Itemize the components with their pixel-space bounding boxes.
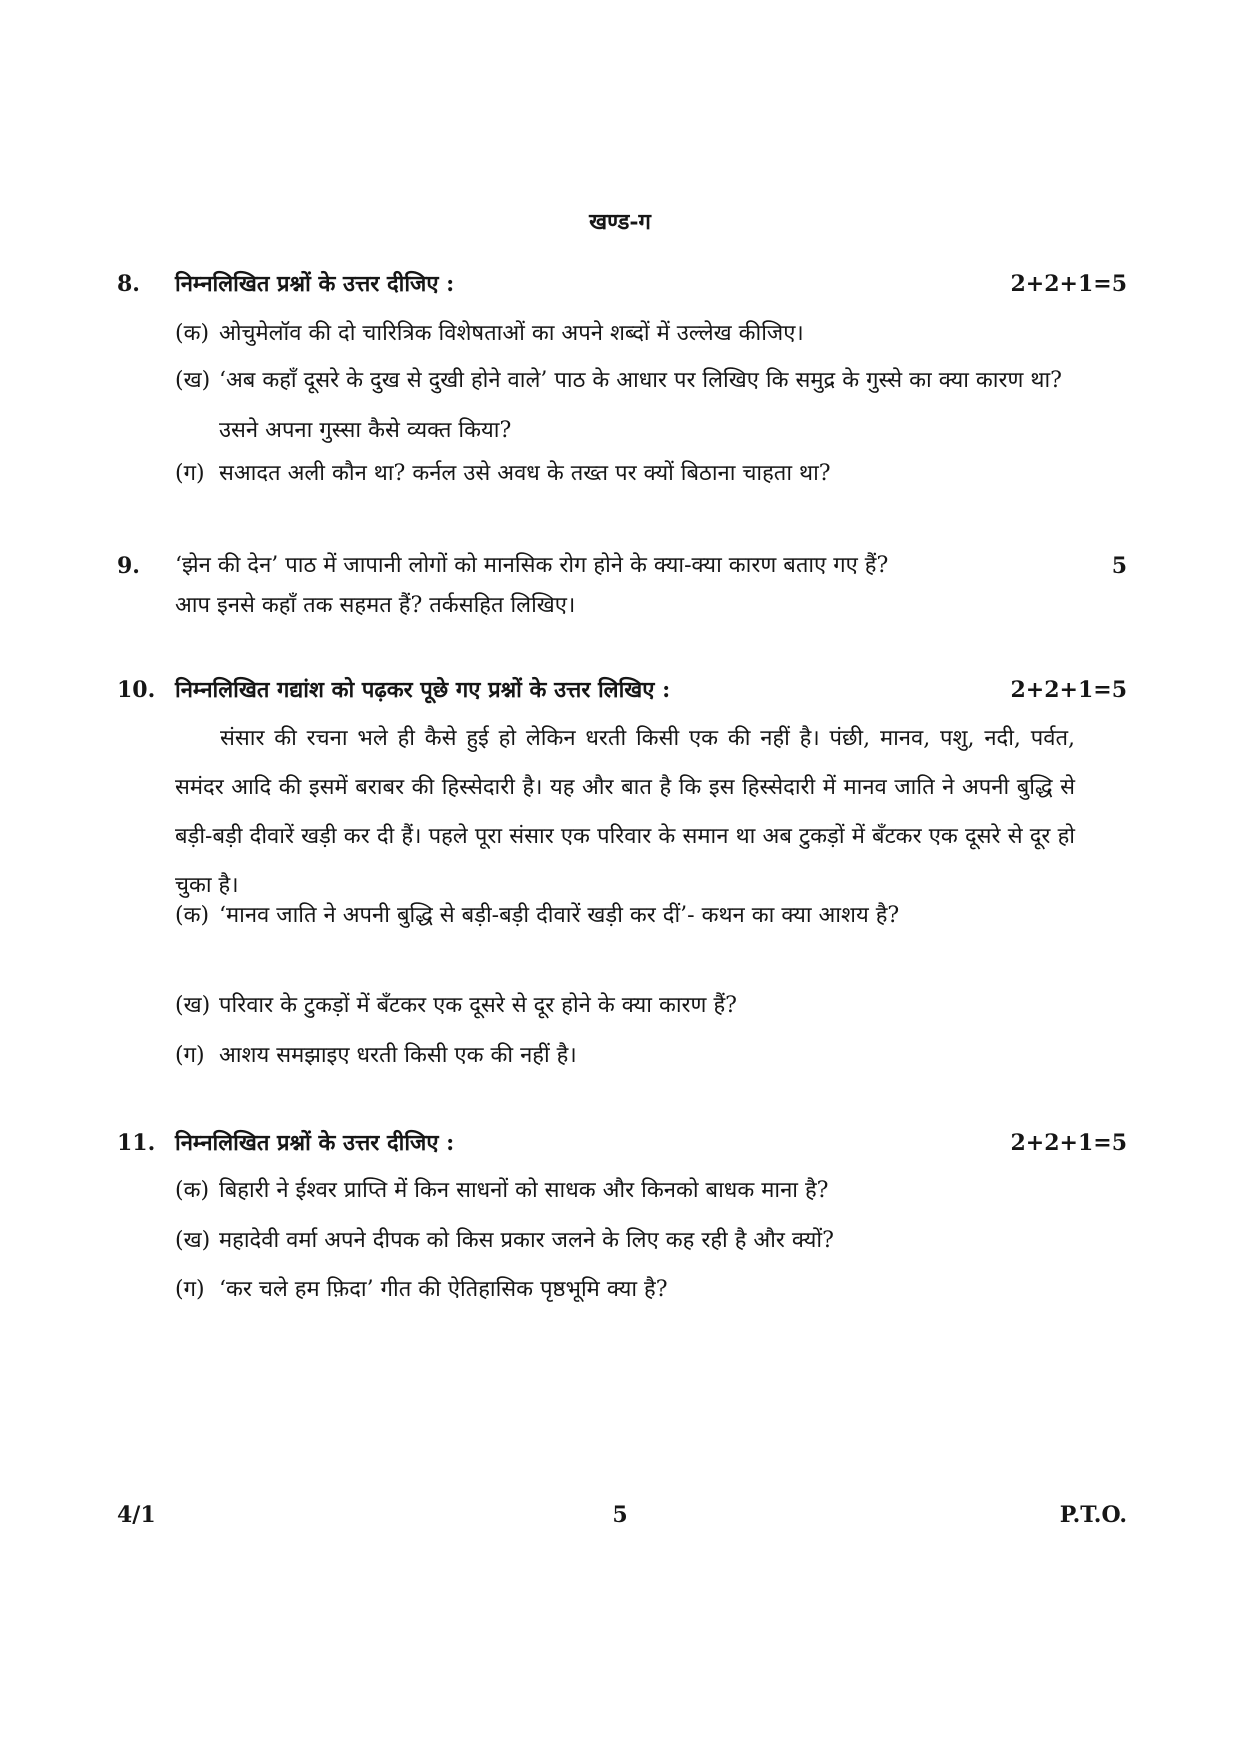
question-number: 11. — [117, 1130, 156, 1156]
question-8-item-ka — [175, 309, 1075, 359]
item-label: (ख) — [175, 368, 211, 393]
question-marks: 2+2+1=5 — [1010, 1130, 1127, 1156]
page-number: 5 — [612, 1502, 628, 1528]
item-label: (क) — [175, 321, 210, 346]
question-8-item-kha — [175, 356, 1075, 456]
question-number: 10. — [117, 677, 156, 703]
item-text: बिहारी ने ईश्वर प्राप्ति में किन साधनों को साधक और किनको बाधक माना है? — [219, 1178, 829, 1203]
passage: संसार की रचना भले ही कैसे हुई हो लेकिन धरती किसी एक की नहीं है। पंछी, मानव, पशु, नदी, पर्वत, समंदर आदि की इसमें बराबर की हिस्सेदारी है। यह और बात है कि इस हिस्सेदारी में मानव जाति ने अपनी बुद्धि से बड़ी-बड़ी दीवारें खड़ी कर दी हैं। पहले पूरा संसार एक परिवार के समान था अब टुकड़ों में बँटकर एक दूसरे से दूर हो चुका है। — [175, 726, 1075, 898]
question-text: निम्नलिखित प्रश्नों के उत्तर दीजिए : — [175, 271, 455, 297]
item-label: (ग) — [175, 1043, 205, 1068]
item-text: ‘मानव जाति ने अपनी बुद्धि से बड़ी-बड़ी दीवारें खड़ी कर दीं’- कथन का क्या आशय है? — [219, 903, 900, 928]
question-8-header — [117, 264, 1127, 304]
question-11-header — [117, 1123, 1127, 1163]
question-9-continuation: आप इनसे कहाँ तक सहमत हैं? तर्कसहित लिखिए। — [175, 593, 576, 618]
item-label: (क) — [175, 1178, 210, 1203]
section-title: खण्ड-ग — [589, 209, 651, 235]
item-text: महादेवी वर्मा अपने दीपक को किस प्रकार जलने के लिए कह रही है और क्यों? — [219, 1228, 834, 1253]
item-label: (ख) — [175, 993, 211, 1018]
item-label: (ख) — [175, 1228, 211, 1253]
question-number: 8. — [117, 271, 140, 297]
question-11-item-kha — [175, 1216, 1075, 1266]
question-9-header — [117, 546, 1127, 586]
question-10-item-ka — [175, 891, 1075, 941]
question-8-item-ga — [175, 449, 1075, 499]
question-marks: 2+2+1=5 — [1010, 271, 1127, 297]
question-number: 9. — [117, 553, 140, 579]
item-label: (ग) — [175, 1277, 205, 1302]
question-11-item-ga — [175, 1265, 1075, 1315]
pto-label: P.T.O. — [1059, 1502, 1127, 1528]
question-10-item-kha — [175, 981, 1075, 1031]
question-10-item-ga — [175, 1031, 1075, 1081]
item-text: परिवार के टुकड़ों में बँटकर एक दूसरे से दूर होने के क्या कारण हैं? — [219, 993, 737, 1018]
question-marks: 5 — [1111, 553, 1127, 579]
paper-code: 4/1 — [117, 1502, 156, 1528]
question-11-item-ka — [175, 1166, 1075, 1216]
question-marks: 2+2+1=5 — [1010, 677, 1127, 703]
item-text: ओचुमेलॉव की दो चारित्रिक विशेषताओं का अपने शब्दों में उल्लेख कीजिए। — [219, 321, 804, 346]
item-label: (क) — [175, 903, 210, 928]
question-text: निम्नलिखित गद्यांश को पढ़कर पूछे गए प्रश्नों के उत्तर लिखिए : — [175, 677, 671, 703]
item-text: ‘अब कहाँ दूसरे के दुख से दुखी होने वाले’ पाठ के आधार पर लिखिए कि समुद्र के गुस्से का क्या कारण था? उसने अपना गुस्सा कैसे व्यक्त किया? — [219, 368, 1062, 443]
item-text: सआदत अली कौन था? कर्नल उसे अवध के तख्त पर क्यों बिठाना चाहता था? — [219, 461, 831, 486]
question-text: निम्नलिखित प्रश्नों के उत्तर दीजिए : — [175, 1130, 455, 1156]
item-text: ‘कर चले हम फ़िदा’ गीत की ऐतिहासिक पृष्ठभूमि क्या है? — [219, 1277, 668, 1302]
question-text: ‘झेन की देन’ पाठ में जापानी लोगों को मानसिक रोग होने के क्या-क्या कारण बताए गए हैं? — [175, 553, 889, 578]
item-label: (ग) — [175, 461, 205, 486]
item-text: आशय समझाइए धरती किसी एक की नहीं है। — [219, 1043, 577, 1068]
question-10-header — [117, 670, 1127, 710]
